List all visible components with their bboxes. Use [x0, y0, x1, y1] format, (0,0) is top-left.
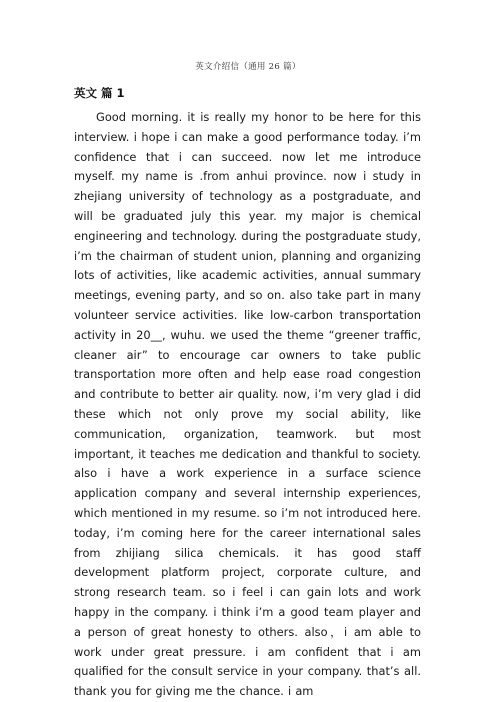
section-heading: 英文 篇 1 — [74, 86, 125, 100]
body-paragraph: Good morning. it is really my honor to be here for this interview. i hope i can make a good performance today. i’m confidence that i can succeed. now let me introduce myself. my name is .from anhui province. now i study in zhejiang university of technology as a postgraduate, and will be graduated july this year. my major is chemical engineering and technology. during the postgraduate study, i’m the chairman of student union, planning and organizing lots of activities, like academic activities, annual summary meetings, evening party, and so on. also take part in many volunteer service activities. like low-carbon transportation activity in 20__, wuhu. we used the theme “greener traffic, cleaner air” to encourage car owners to take public transportation more often and help ease road congestion and contribute to better air quality. now, i’m very glad i did these which not only prove my social ability, like communication, organization, teamwork. but most important, it teaches me dedication and thankful to society. also i have a work experience in a surface science application company and several internship experiences, which mentioned in my resume. so i’m not introduced here. today, i’m coming here for the career international sales from zhijiang silica chemicals. it has good staff development platform project, corporate culture, and strong research team. so i feel i can gain lots and work happy in the company. i think i’m a good team player and a person of great honesty to others. also，i am able to work under great pressure. i am confident that i am qualified for the consult service in your company. that’s all. thank you for giving me the chance. i am — [74, 110, 421, 699]
document-title: 英文介绍信（通用 26 篇） — [195, 62, 301, 72]
body-text — [74, 108, 421, 702]
